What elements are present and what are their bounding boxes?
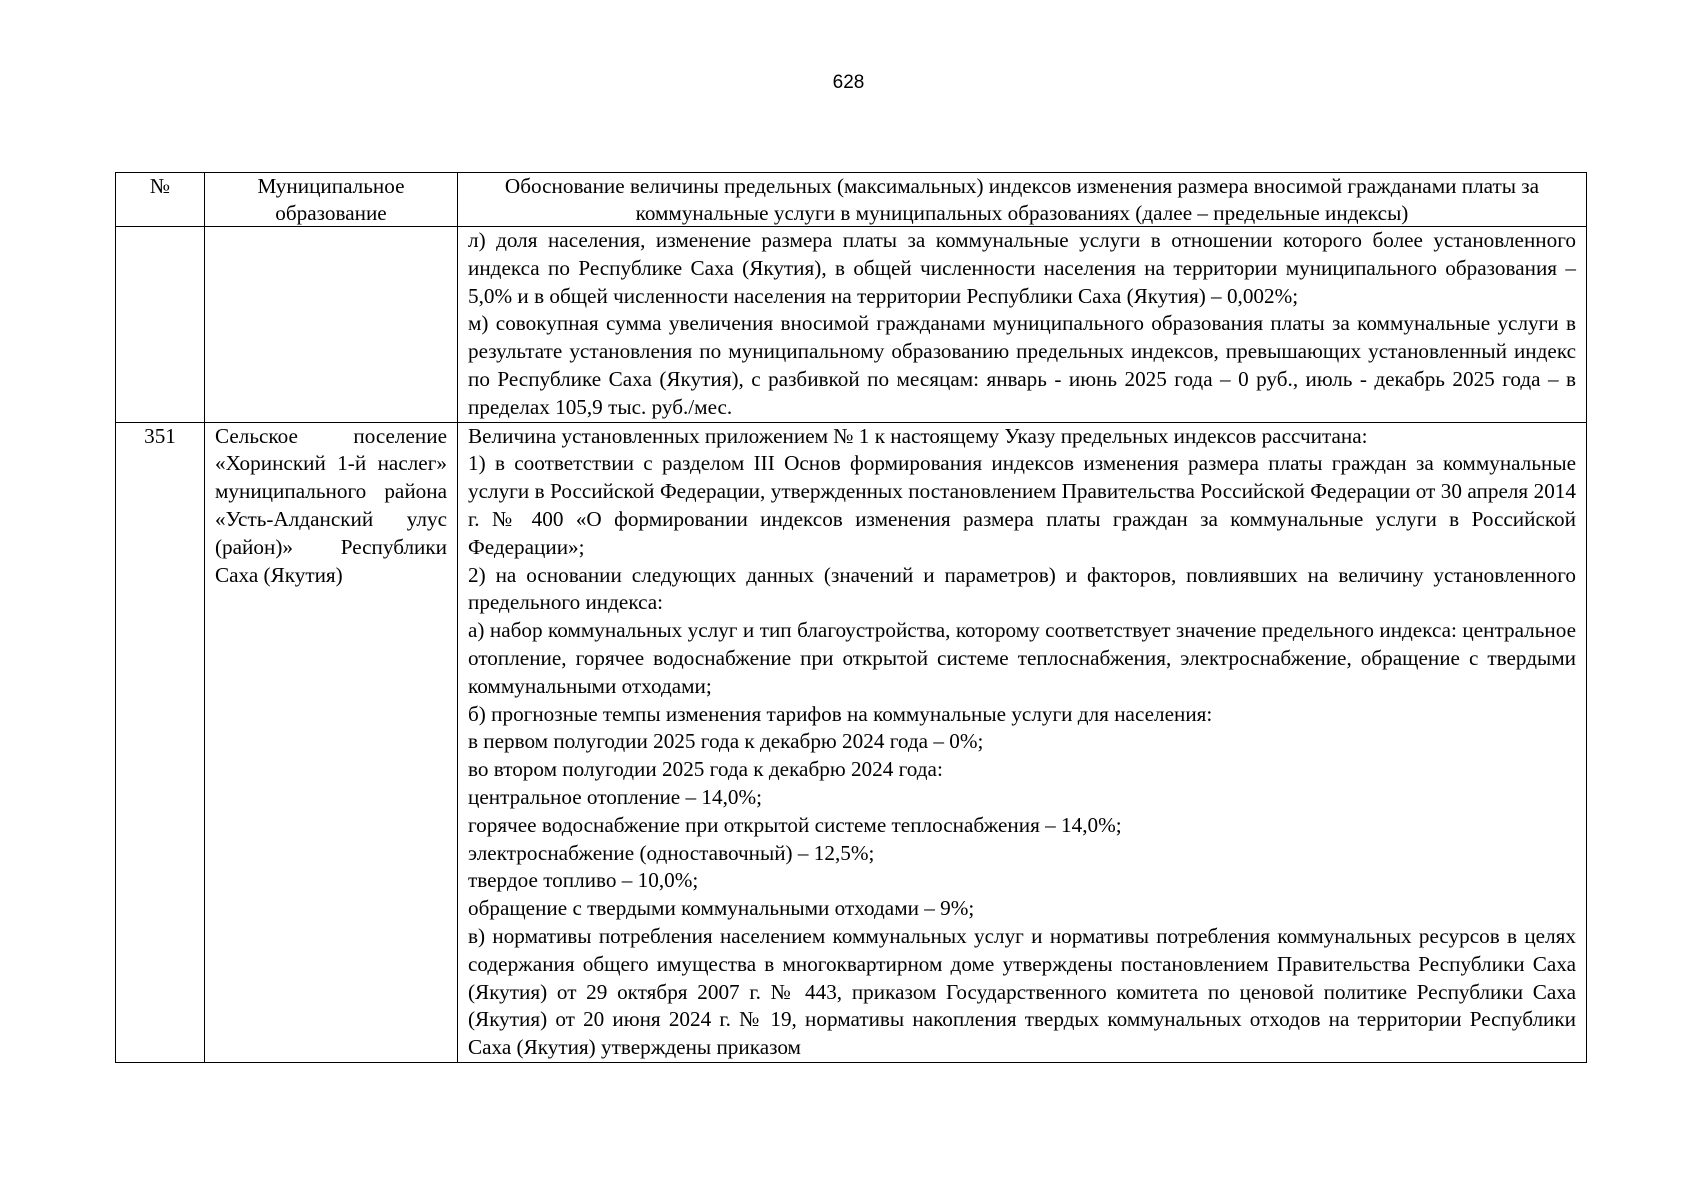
paragraph-waste: обращение с твердыми коммунальными отходами – 9%; — [468, 896, 975, 921]
paragraph-hot-water: горячее водоснабжение при открытой системе теплоснабжения – 14,0%; — [468, 812, 1122, 837]
paragraph-1: 1) в соответствии с разделом III Основ формирования индексов изменения размера платы граждан за коммунальные услуги в Российской Федерации, утвержденных постановлением Правительства Российской Федерации от 30 апреля 2014 г. № 400 «О формировании индексов изменения размера платы граждан за коммунальные услуги в Российской Федерации»; — [468, 451, 1576, 559]
paragraph-b-first-half: в первом полугодии 2025 года к декабрю 2024 года – 0%; — [468, 729, 984, 754]
paragraph-a: а) набор коммунальных услуг и тип благоустройства, которому соответствует значение предельного индекса: центральное отопление, горячее водоснабжение при открытой системе теплоснабжения, электроснабжение, обращение с твердыми коммунальными отходами; — [468, 618, 1576, 698]
header-num: № — [116, 173, 205, 227]
paragraph-m: м) совокупная сумма увеличения вносимой гражданами муниципального образования платы за коммунальные услуги в результате установления по муниципальному образованию предельных индексов, превышающих установленный индекс по Республике Саха (Якутия), с разбивкой по месяцам: январь - июнь 2025 года – 0 руб., июль - декабрь 2025 года – в пределах 105,9 тыс. руб./мес. — [468, 311, 1576, 419]
paragraph-solid-fuel: твердое топливо – 10,0%; — [468, 868, 699, 893]
header-justification: Обоснование величины предельных (максимальных) индексов изменения размера вносимой гражданами платы за коммунальные услуги в муниципальных образованиях (далее – предельные индексы) — [458, 173, 1587, 227]
table-row — [116, 422, 1587, 1062]
paragraph-l: л) доля населения, изменение размера платы за коммунальные услуги в отношении которого более установленного индекса по Республике Саха (Якутия), в общей численности населения на территории муниципального образования – 5,0% и в общей численности населения на территории Республики Саха (Якутия) – 0,002%; — [468, 228, 1576, 308]
row-municipality — [205, 227, 458, 423]
row-num: 351 — [116, 422, 205, 1062]
page-number: 628 — [832, 72, 865, 93]
row-justification — [458, 227, 1587, 423]
table-row — [116, 227, 1587, 423]
paragraph-intro: Величина установленных приложением № 1 к настоящему Указу предельных индексов рассчитана: — [468, 423, 1368, 448]
paragraph-2: 2) на основании следующих данных (значений и параметров) и факторов, повлиявших на величину установленного предельного индекса: — [468, 562, 1576, 615]
paragraph-b: б) прогнозные темпы изменения тарифов на коммунальные услуги для населения: — [468, 701, 1213, 726]
table-header-row — [116, 173, 1587, 227]
paragraph-electricity: электроснабжение (одноставочный) – 12,5%; — [468, 840, 875, 865]
paragraph-b-second-half: во втором полугодии 2025 года к декабрю 2024 года: — [468, 757, 943, 782]
paragraph-heating: центральное отопление – 14,0%; — [468, 784, 762, 809]
tariff-index-table — [115, 172, 1587, 1063]
header-municipality: Муниципальное образование — [205, 173, 458, 227]
row-municipality: Сельское поселение «Хоринский 1-й наслег» муниципального района «Усть-Алданский улус (район)» Республики Саха (Якутия) — [205, 422, 458, 1062]
row-justification — [458, 422, 1587, 1062]
paragraph-v: в) нормативы потребления населением коммунальных услуг и нормативы потребления коммунальных ресурсов в целях содержания общего имущества в многоквартирном доме утверждены постановлением Правительства Республики Саха (Якутия) от 29 октября 2007 г. № 443, приказом Государственного комитета по ценовой политике Республики Саха (Якутия) от 20 июня 2024 г. № 19, нормативы накопления твердых коммунальных отходов на территории Республики Саха (Якутия) утверждены приказом — [468, 923, 1576, 1060]
row-num — [116, 227, 205, 423]
